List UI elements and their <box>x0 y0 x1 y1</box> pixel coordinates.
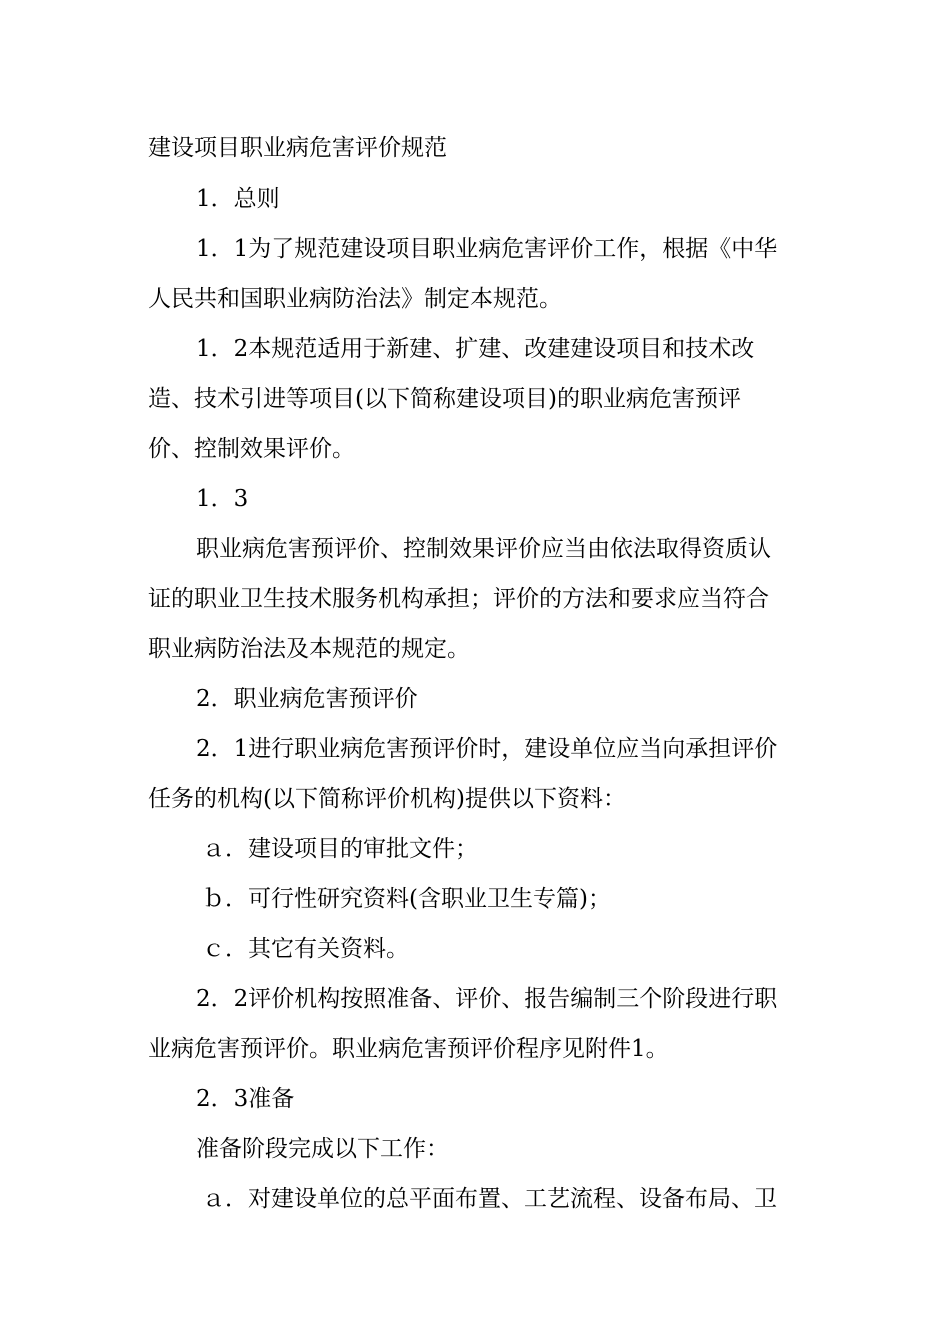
paragraph-line: 1．1为了规范建设项目职业病危害评价工作，根据《中华 <box>196 236 778 262</box>
list-item: ａ．建设项目的审批文件； <box>202 836 478 862</box>
paragraph-line: 价、控制效果评价。 <box>148 436 355 462</box>
list-item: ｂ．可行性研究资料(含职业卫生专篇)； <box>202 886 611 912</box>
section-heading: 2．职业病危害预评价 <box>196 686 418 712</box>
paragraph-line: 证的职业卫生技术服务机构承担；评价的方法和要求应当符合 <box>148 586 769 612</box>
paragraph-line: 2．2评价机构按照准备、评价、报告编制三个阶段进行职 <box>196 986 778 1012</box>
clause-number: 1．3 <box>196 486 249 512</box>
paragraph-line: 人民共和国职业病防治法》制定本规范。 <box>148 286 562 312</box>
paragraph-line: 职业病防治法及本规范的规定。 <box>148 636 470 662</box>
document-title: 建设项目职业病危害评价规范 <box>148 135 447 161</box>
paragraph-line: 2．1进行职业病危害预评价时，建设单位应当向承担评价 <box>196 736 778 762</box>
section-heading: 1．总则 <box>196 186 280 212</box>
list-item: ａ．对建设单位的总平面布置、工艺流程、设备布局、卫 <box>202 1186 777 1212</box>
list-item: ｃ．其它有关资料。 <box>202 936 409 962</box>
section-heading: 2．3准备 <box>196 1086 295 1112</box>
paragraph-line: 职业病危害预评价、控制效果评价应当由依法取得资质认 <box>196 536 771 562</box>
paragraph-line: 准备阶段完成以下工作： <box>196 1136 449 1162</box>
paragraph-line: 任务的机构(以下简称评价机构)提供以下资料： <box>148 786 626 812</box>
paragraph-line: 造、技术引进等项目(以下简称建设项目)的职业病危害预评 <box>148 386 741 412</box>
paragraph-line: 业病危害预评价。职业病危害预评价程序见附件1。 <box>148 1036 669 1062</box>
paragraph-line: 1．2本规范适用于新建、扩建、改建建设项目和技术改 <box>196 336 755 362</box>
